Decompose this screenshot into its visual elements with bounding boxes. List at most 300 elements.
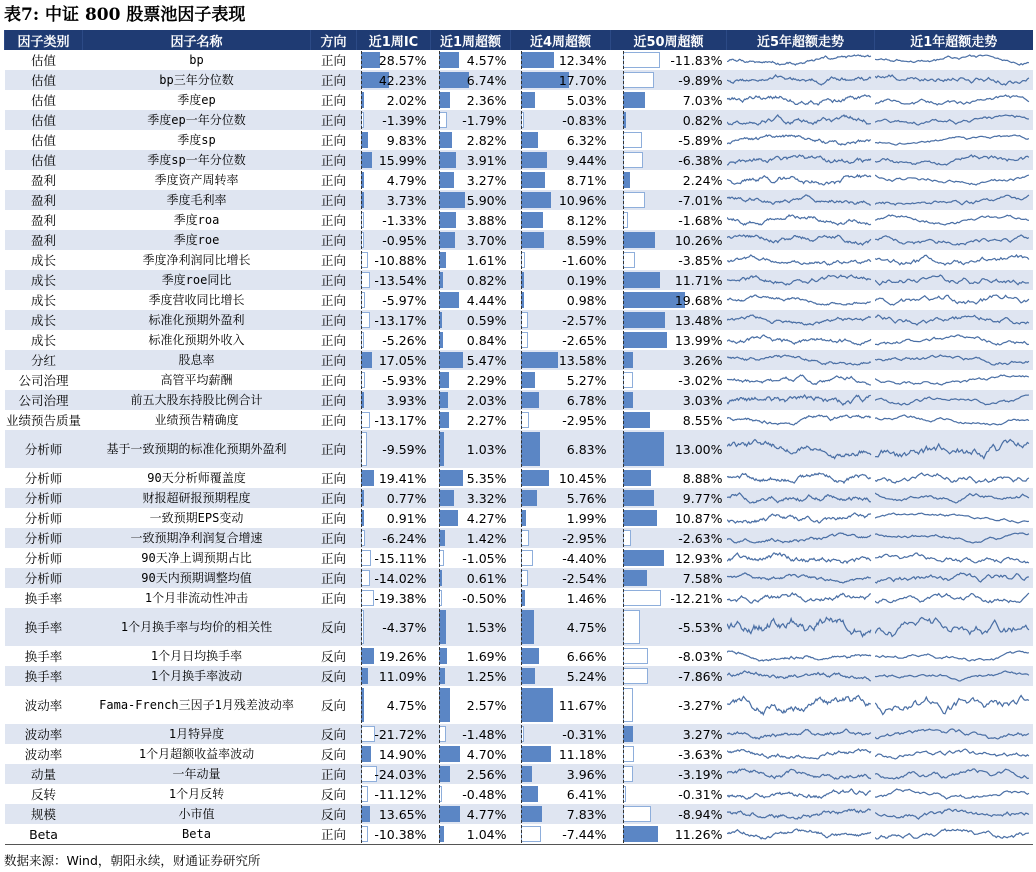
value-label: 8.12% <box>566 212 607 228</box>
zero-axis <box>361 569 362 587</box>
sparkline-line <box>727 671 871 681</box>
sparkline-svg <box>875 70 1033 90</box>
sparkline-line <box>875 135 1029 145</box>
factor-category: 换手率 <box>5 646 83 666</box>
sparkline-trend-1y <box>875 190 1033 210</box>
cell-w50 <box>611 508 727 528</box>
zero-axis <box>361 411 362 429</box>
sparkline-line <box>727 275 871 285</box>
factor-name: 1个月超额收益率波动 <box>83 744 311 764</box>
zero-axis <box>361 331 362 349</box>
value-label: 0.82% <box>466 272 507 288</box>
value-label: -2.95% <box>562 530 607 546</box>
factor-category: 盈利 <box>5 190 83 210</box>
value-label: -5.97% <box>382 292 427 308</box>
zero-axis <box>361 71 362 89</box>
zero-axis <box>361 211 362 229</box>
value-label: -7.01% <box>678 192 723 208</box>
cell-w50 <box>611 804 727 824</box>
cell-w50 <box>611 764 727 784</box>
value-bar <box>623 192 645 208</box>
value-bar <box>439 372 449 388</box>
value-bar <box>361 648 374 664</box>
value-label: 2.24% <box>682 172 723 188</box>
zero-axis <box>521 647 522 665</box>
zero-axis <box>361 609 362 645</box>
zero-axis <box>361 509 362 527</box>
value-label: -5.93% <box>382 372 427 388</box>
value-label: -1.05% <box>462 550 507 566</box>
cell-ic <box>357 390 431 410</box>
value-bar <box>623 806 651 822</box>
factor-category: 规模 <box>5 804 83 824</box>
cell-ic <box>357 488 431 508</box>
value-bar <box>521 610 534 644</box>
value-bar <box>439 212 456 228</box>
factor-direction: 正向 <box>311 230 357 250</box>
zero-axis <box>521 211 522 229</box>
sparkline-line <box>875 789 1029 799</box>
value-label: -19.38% <box>374 590 427 606</box>
sparkline-line <box>875 115 1029 125</box>
value-bar <box>521 352 558 368</box>
value-label: 19.26% <box>378 648 427 664</box>
value-label: 13.65% <box>378 806 427 822</box>
sparkline-trend-1y <box>875 110 1033 130</box>
cell-ic <box>357 270 431 290</box>
zero-axis <box>623 251 624 269</box>
value-label: 0.98% <box>566 292 607 308</box>
zero-axis <box>439 825 440 843</box>
sparkline-trend-1y <box>875 764 1033 784</box>
table-row <box>5 370 1033 390</box>
value-label: -24.03% <box>374 766 427 782</box>
factor-direction: 正向 <box>311 764 357 784</box>
cell-ic <box>357 784 431 804</box>
value-bar <box>361 570 370 586</box>
value-label: 10.26% <box>674 232 723 248</box>
factor-name: 一致预期净利润复合增速 <box>83 528 311 548</box>
sparkline-line <box>875 55 1029 65</box>
header-excess-1w: 近1周超额 <box>431 30 511 50</box>
sparkline-svg <box>875 430 1033 468</box>
factor-name: 季度roa <box>83 210 311 230</box>
sparkline-line <box>875 275 1029 285</box>
factor-direction: 正向 <box>311 430 357 468</box>
zero-axis <box>623 191 624 209</box>
zero-axis <box>623 131 624 149</box>
sparkline-line <box>875 671 1029 681</box>
factor-name: 基于一致预期的标准化预期外盈利 <box>83 430 311 468</box>
value-label: -15.11% <box>374 550 427 566</box>
zero-axis <box>361 805 362 823</box>
value-label: -7.44% <box>562 826 607 842</box>
sparkline-trend-1y <box>875 508 1033 528</box>
cell-ic <box>357 804 431 824</box>
value-bar <box>623 352 633 368</box>
zero-axis <box>361 825 362 843</box>
factor-direction: 正向 <box>311 410 357 430</box>
factor-direction: 正向 <box>311 528 357 548</box>
zero-axis <box>439 589 440 607</box>
cell-ic <box>357 646 431 666</box>
cell-w1 <box>431 70 511 90</box>
sparkline-trend-1y <box>875 210 1033 230</box>
sparkline-line <box>727 651 871 661</box>
sparkline-svg <box>875 548 1033 568</box>
cell-w4 <box>511 488 611 508</box>
cell-w50 <box>611 468 727 488</box>
zero-axis <box>361 111 362 129</box>
table-row <box>5 588 1033 608</box>
value-bar <box>623 610 640 644</box>
zero-axis <box>623 647 624 665</box>
sparkline-trend-5y <box>727 488 875 508</box>
value-label: 3.73% <box>386 192 427 208</box>
sparkline-svg <box>875 130 1033 150</box>
factor-name: 小市值 <box>83 804 311 824</box>
cell-ic <box>357 310 431 330</box>
value-label: -13.54% <box>374 272 427 288</box>
sparkline-svg <box>875 50 1033 70</box>
sparkline-trend-5y <box>727 646 875 666</box>
factor-name: 标准化预期外收入 <box>83 330 311 350</box>
sparkline-line <box>727 440 871 459</box>
value-label: -7.86% <box>678 668 723 684</box>
zero-axis <box>521 131 522 149</box>
cell-w50 <box>611 744 727 764</box>
cell-ic <box>357 230 431 250</box>
value-label: 1.46% <box>566 590 607 606</box>
value-label: -5.26% <box>382 332 427 348</box>
header-direction: 方向 <box>311 30 357 50</box>
value-bar <box>521 766 532 782</box>
value-bar <box>623 490 654 506</box>
zero-axis <box>361 469 362 487</box>
sparkline-trend-1y <box>875 390 1033 410</box>
zero-axis <box>623 589 624 607</box>
value-bar <box>623 470 651 486</box>
sparkline-svg <box>875 804 1033 824</box>
factor-name: 季度营收同比增长 <box>83 290 311 310</box>
zero-axis <box>361 431 362 467</box>
value-label: 1.25% <box>466 668 507 684</box>
header-category: 因子类别 <box>5 30 83 50</box>
value-label: -0.48% <box>462 786 507 802</box>
sparkline-trend-1y <box>875 290 1033 310</box>
cell-w1 <box>431 170 511 190</box>
zero-axis <box>623 509 624 527</box>
sparkline-trend-5y <box>727 430 875 468</box>
cell-w50 <box>611 488 727 508</box>
value-bar <box>623 252 635 268</box>
value-bar <box>521 550 533 566</box>
cell-w1 <box>431 130 511 150</box>
cell-w1 <box>431 190 511 210</box>
cell-w1 <box>431 686 511 724</box>
sparkline-line <box>727 415 871 425</box>
value-bar <box>439 192 465 208</box>
zero-axis <box>439 331 440 349</box>
zero-axis <box>439 667 440 685</box>
cell-w50 <box>611 588 727 608</box>
value-label: 14.90% <box>378 746 427 762</box>
value-bar <box>361 826 368 842</box>
factor-name: 1个月非流动性冲击 <box>83 588 311 608</box>
cell-w50 <box>611 190 727 210</box>
zero-axis <box>521 667 522 685</box>
cell-w50 <box>611 528 727 548</box>
zero-axis <box>521 609 522 645</box>
sparkline-trend-5y <box>727 150 875 170</box>
zero-axis <box>623 765 624 783</box>
zero-axis <box>623 411 624 429</box>
value-label: 6.74% <box>466 72 507 88</box>
zero-axis <box>361 311 362 329</box>
cell-ic <box>357 686 431 724</box>
zero-axis <box>521 411 522 429</box>
cell-w4 <box>511 646 611 666</box>
factor-direction: 反向 <box>311 784 357 804</box>
sparkline-svg <box>875 824 1033 844</box>
value-bar <box>439 766 450 782</box>
sparkline-svg <box>875 90 1033 110</box>
zero-axis <box>623 51 624 69</box>
zero-axis <box>623 687 624 723</box>
value-label: 13.00% <box>674 441 723 457</box>
factor-category: 换手率 <box>5 666 83 686</box>
cell-w50 <box>611 110 727 130</box>
zero-axis <box>623 489 624 507</box>
table-row <box>5 390 1033 410</box>
zero-axis <box>521 687 522 723</box>
cell-ic <box>357 608 431 646</box>
factor-name: 股息率 <box>83 350 311 370</box>
cell-w1 <box>431 724 511 744</box>
value-bar <box>521 826 541 842</box>
factor-direction: 正向 <box>311 568 357 588</box>
cell-w4 <box>511 430 611 468</box>
sparkline-svg <box>875 170 1033 190</box>
cell-ic <box>357 170 431 190</box>
value-label: 17.70% <box>558 72 607 88</box>
value-label: -0.31% <box>562 726 607 742</box>
zero-axis <box>361 291 362 309</box>
value-bar <box>623 132 642 148</box>
zero-axis <box>439 311 440 329</box>
factor-category: 波动率 <box>5 686 83 724</box>
factor-category: 分析师 <box>5 430 83 468</box>
value-label: 11.26% <box>674 826 723 842</box>
cell-w1 <box>431 410 511 430</box>
zero-axis <box>623 745 624 763</box>
sparkline-trend-5y <box>727 666 875 686</box>
factor-category: 分析师 <box>5 508 83 528</box>
sparkline-svg <box>727 548 875 568</box>
sparkline-trend-5y <box>727 764 875 784</box>
value-label: 3.27% <box>682 726 723 742</box>
sparkline-line <box>727 115 871 125</box>
sparkline-svg <box>727 646 875 666</box>
factor-direction: 正向 <box>311 130 357 150</box>
value-label: 7.58% <box>682 570 723 586</box>
sparkline-svg <box>875 686 1033 724</box>
sparkline-svg <box>875 190 1033 210</box>
value-bar <box>521 132 538 148</box>
cell-w1 <box>431 588 511 608</box>
value-bar <box>521 412 529 428</box>
value-label: 8.88% <box>682 470 723 486</box>
sparkline-line <box>875 315 1029 325</box>
factor-name: 季度sp一年分位数 <box>83 150 311 170</box>
sparkline-line <box>875 493 1029 503</box>
sparkline-line <box>727 215 871 225</box>
value-label: -5.89% <box>678 132 723 148</box>
zero-axis <box>361 785 362 803</box>
sparkline-line <box>875 513 1029 523</box>
cell-w50 <box>611 350 727 370</box>
zero-axis <box>521 291 522 309</box>
cell-w1 <box>431 548 511 568</box>
value-bar <box>521 688 553 722</box>
factor-direction: 正向 <box>311 488 357 508</box>
zero-axis <box>439 785 440 803</box>
value-bar <box>521 52 554 68</box>
sparkline-svg <box>727 210 875 230</box>
value-label: 8.59% <box>566 232 607 248</box>
factor-name: 前五大股东持股比例合计 <box>83 390 311 410</box>
value-label: 12.93% <box>674 550 723 566</box>
factor-category: 反转 <box>5 784 83 804</box>
sparkline-svg <box>727 290 875 310</box>
factor-name: 90天内预期调整均值 <box>83 568 311 588</box>
table-row <box>5 410 1033 430</box>
sparkline-svg <box>875 608 1033 646</box>
cell-w1 <box>431 646 511 666</box>
factor-category: 盈利 <box>5 210 83 230</box>
table-row <box>5 488 1033 508</box>
value-label: -14.02% <box>374 570 427 586</box>
factor-direction: 正向 <box>311 290 357 310</box>
value-bar <box>439 132 452 148</box>
cell-ic <box>357 70 431 90</box>
cell-w1 <box>431 110 511 130</box>
sparkline-svg <box>727 390 875 410</box>
cell-ic <box>357 190 431 210</box>
cell-ic <box>357 724 431 744</box>
value-label: 17.05% <box>378 352 427 368</box>
table-row <box>5 430 1033 468</box>
table-row <box>5 250 1033 270</box>
cell-w50 <box>611 666 727 686</box>
value-label: 5.76% <box>566 490 607 506</box>
factor-direction: 正向 <box>311 150 357 170</box>
cell-w4 <box>511 370 611 390</box>
zero-axis <box>361 131 362 149</box>
sparkline-svg <box>727 568 875 588</box>
cell-ic <box>357 350 431 370</box>
header-trend-1y: 近1年超额走势 <box>875 30 1033 50</box>
sparkline-svg <box>875 350 1033 370</box>
sparkline-trend-5y <box>727 310 875 330</box>
table-row <box>5 528 1033 548</box>
factor-direction: 正向 <box>311 170 357 190</box>
zero-axis <box>361 191 362 209</box>
factor-direction: 正向 <box>311 370 357 390</box>
factor-name: 一致预期EPS变动 <box>83 508 311 528</box>
cell-w50 <box>611 724 727 744</box>
factor-category: 估值 <box>5 70 83 90</box>
sparkline-svg <box>727 588 875 608</box>
sparkline-line <box>875 215 1029 225</box>
value-label: 6.32% <box>566 132 607 148</box>
value-bar <box>439 746 460 762</box>
value-bar <box>439 648 447 664</box>
factor-name: 财报超研报预期程度 <box>83 488 311 508</box>
sparkline-trend-1y <box>875 724 1033 744</box>
zero-axis <box>439 211 440 229</box>
value-label: -9.89% <box>678 72 723 88</box>
zero-axis <box>439 805 440 823</box>
sparkline-trend-5y <box>727 588 875 608</box>
zero-axis <box>439 351 440 369</box>
value-bar <box>623 392 633 408</box>
value-label: 13.58% <box>558 352 607 368</box>
value-label: -9.59% <box>382 441 427 457</box>
table-row <box>5 150 1033 170</box>
value-label: 0.77% <box>386 490 427 506</box>
cell-w4 <box>511 588 611 608</box>
sparkline-svg <box>727 190 875 210</box>
sparkline-line <box>727 55 871 65</box>
cell-w1 <box>431 90 511 110</box>
table-row <box>5 724 1033 744</box>
factor-direction: 正向 <box>311 468 357 488</box>
cell-w50 <box>611 430 727 468</box>
sparkline-line <box>875 155 1029 165</box>
cell-w50 <box>611 410 727 430</box>
value-label: 1.69% <box>466 648 507 664</box>
factor-name: 1个月换手率与均价的相关性 <box>83 608 311 646</box>
cell-w4 <box>511 230 611 250</box>
value-label: 10.87% <box>674 510 723 526</box>
zero-axis <box>521 151 522 169</box>
sparkline-trend-1y <box>875 230 1033 250</box>
header-ic-1w: 近1周IC <box>357 30 431 50</box>
zero-axis <box>521 111 522 129</box>
table-row <box>5 130 1033 150</box>
cell-w1 <box>431 250 511 270</box>
header-factor-name: 因子名称 <box>83 30 311 50</box>
value-label: -4.37% <box>382 619 427 635</box>
zero-axis <box>439 489 440 507</box>
sparkline-trend-5y <box>727 210 875 230</box>
factor-direction: 正向 <box>311 508 357 528</box>
zero-axis <box>361 51 362 69</box>
sparkline-trend-5y <box>727 724 875 744</box>
value-label: 6.78% <box>566 392 607 408</box>
sparkline-svg <box>727 468 875 488</box>
zero-axis <box>521 469 522 487</box>
cell-w4 <box>511 130 611 150</box>
zero-axis <box>439 71 440 89</box>
sparkline-line <box>875 533 1029 543</box>
zero-axis <box>439 431 440 467</box>
cell-w4 <box>511 90 611 110</box>
value-label: 11.67% <box>558 697 607 713</box>
sparkline-line <box>727 255 871 265</box>
value-bar <box>623 826 658 842</box>
